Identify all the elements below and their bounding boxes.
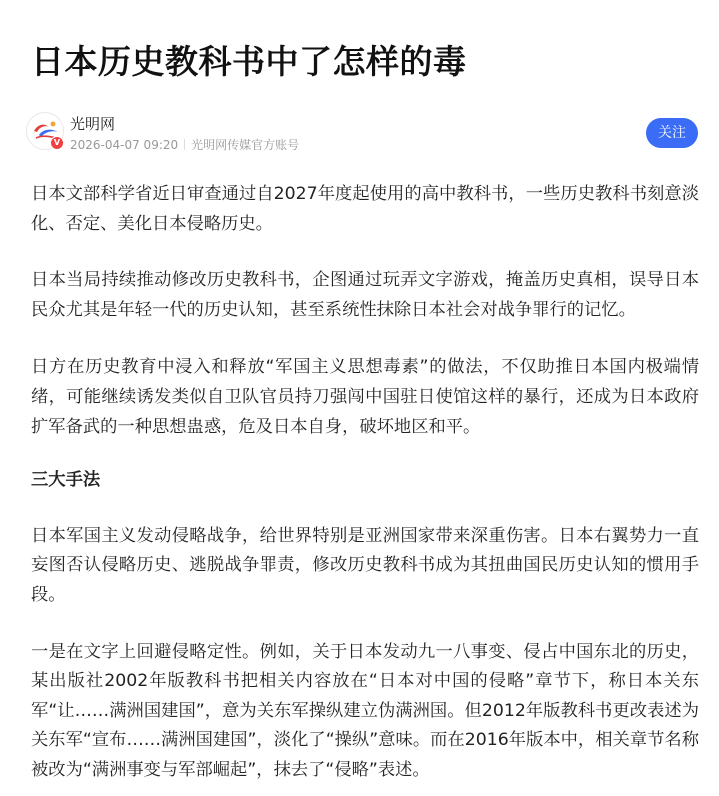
verified-badge-icon: V xyxy=(50,136,64,150)
article-paragraph: 日本当局持续推动修改历史教科书，企图通过玩弄文字游戏，掩盖历史真相，误导日本民众尤其是年轻一代的历史认知，甚至系统性抹除日本社会对战争罪行的记忆。 xyxy=(31,270,699,320)
article-paragraph: 日方在历史教育中浸入和释放“军国主义思想毒素”的做法，不仅助推日本国内极端情绪，可能继续诱发类似自卫队官员持刀强闯中国驻日使馆这样的暴行，还成为日本政府扩军备武的一种思想蛊惑，危及日本自身，破坏地区和平。 xyxy=(31,357,699,437)
author-meta xyxy=(70,136,299,154)
author-row xyxy=(26,112,698,158)
article-paragraph: 日本军国主义发动侵略战争，给世界特别是亚洲国家带来深重伤害。日本右翼势力一直妄图否认侵略历史、逃脱战争罪责，修改历史教科书成为其扭曲国民历史认知的惯用手段。 xyxy=(31,525,699,605)
author-description: 光明网传媒官方账号 xyxy=(191,138,300,152)
article-title: 日本历史教科书中了怎样的毒 xyxy=(31,42,467,81)
author-name[interactable]: 光明网 xyxy=(70,115,116,133)
meta-divider xyxy=(184,139,185,150)
publish-date: 2026-04-07 09:20 xyxy=(70,138,179,152)
section-heading: 三大手法 xyxy=(31,470,101,491)
follow-button[interactable]: 关注 xyxy=(646,118,698,148)
article-paragraph: 日本文部科学省近日审查通过自2027年度起使用的高中教科书，一些历史教科书刻意淡化、否定、美化日本侵略历史。 xyxy=(31,184,699,234)
article-paragraph: 一是在文字上回避侵略定性。例如，关于日本发动九一八事变、侵占中国东北的历史，某出版社2002年版教科书把相关内容放在“日本对中国的侵略”章节下，称日本关东军“让……满洲国建国”，意为关东军操纵建立伪满洲国。但2012年版教科书更改表述为关东军“宣布……满洲国建国”，淡化了“操纵”意味。而在2016年版本中，相关章节名称被改为“满洲事变与军部崛起”，抹去了“侵略”表述。 xyxy=(31,641,699,780)
article-body xyxy=(31,180,699,796)
